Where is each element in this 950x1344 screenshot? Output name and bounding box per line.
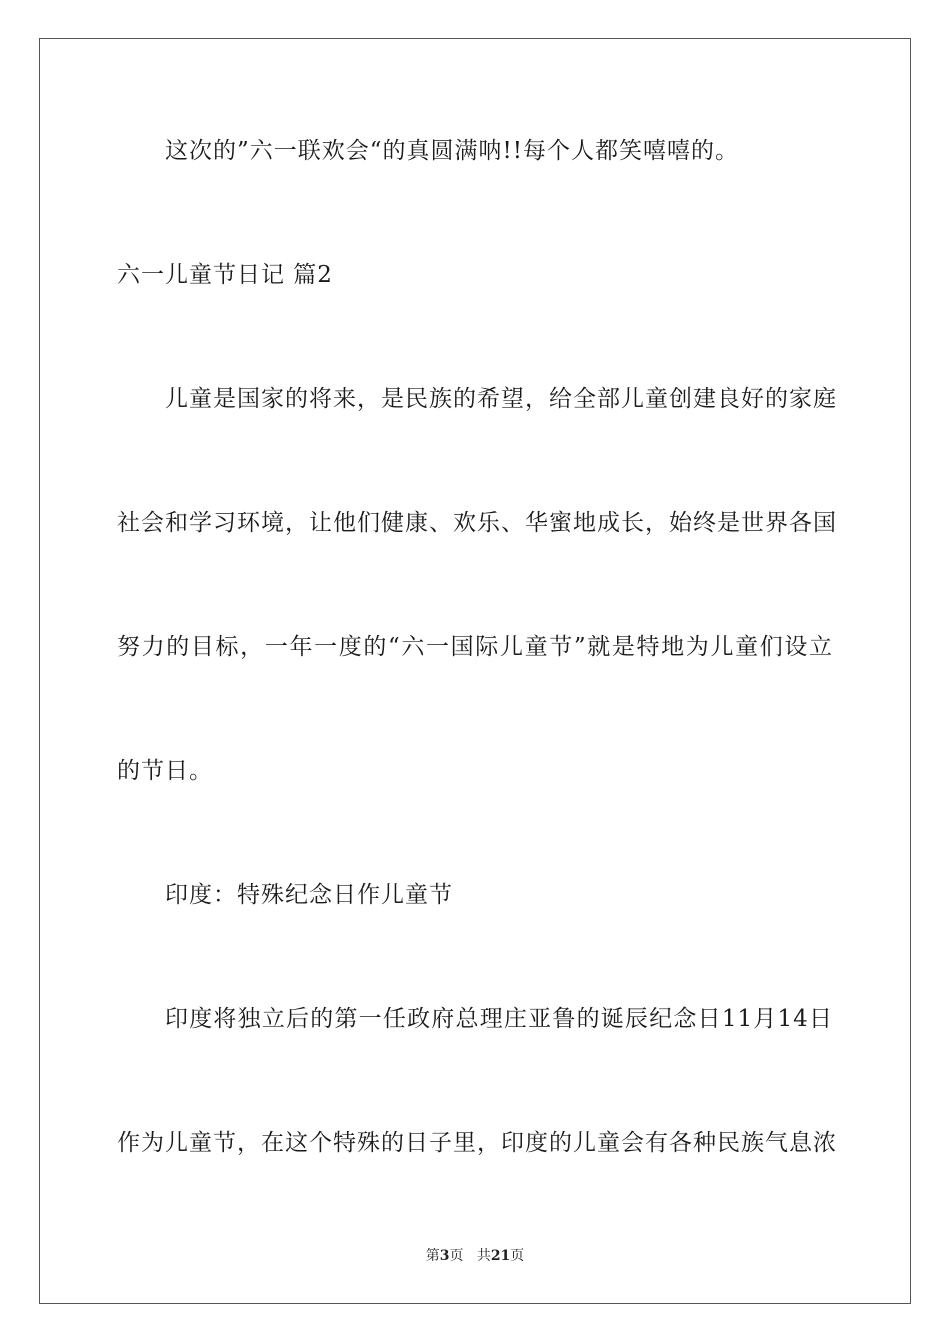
current-page-number: 3 — [439, 1248, 450, 1264]
paragraph-line-3: 社会和学习环境，让他们健康、欢乐、华蜜地成长，始终是世界各国 — [117, 510, 837, 536]
paragraph-line-1: 这次的”六一联欢会“的真圆满呐!!每个人都笑嘻嘻的。 — [165, 138, 740, 164]
footer-page-suffix: 页 — [449, 1248, 464, 1264]
footer-prefix: 第 — [425, 1248, 440, 1264]
footer-total-suffix: 页 — [510, 1248, 525, 1264]
paragraph-line-4: 努力的目标，一年一度的“六一国际儿童节”就是特地为儿童们设立 — [117, 634, 833, 660]
total-pages-number: 21 — [490, 1248, 511, 1264]
page-footer — [0, 1247, 950, 1265]
paragraph-line-6: 印度将独立后的第一任政府总理庄亚鲁的诞辰纪念日11月14日 — [165, 1006, 833, 1032]
paragraph-line-2: 儿童是国家的将来，是民族的希望，给全部儿童创建良好的家庭 — [165, 386, 837, 412]
page-border — [39, 38, 911, 1304]
subheading-india: 印度：特殊纪念日作儿童节 — [165, 882, 453, 908]
section-heading: 六一儿童节日记 篇2 — [117, 262, 333, 288]
footer-total-prefix: 共 — [476, 1248, 491, 1264]
paragraph-line-7: 作为儿童节，在这个特殊的日子里，印度的儿童会有各种民族气息浓 — [117, 1130, 837, 1156]
paragraph-line-5: 的节日。 — [117, 758, 213, 784]
